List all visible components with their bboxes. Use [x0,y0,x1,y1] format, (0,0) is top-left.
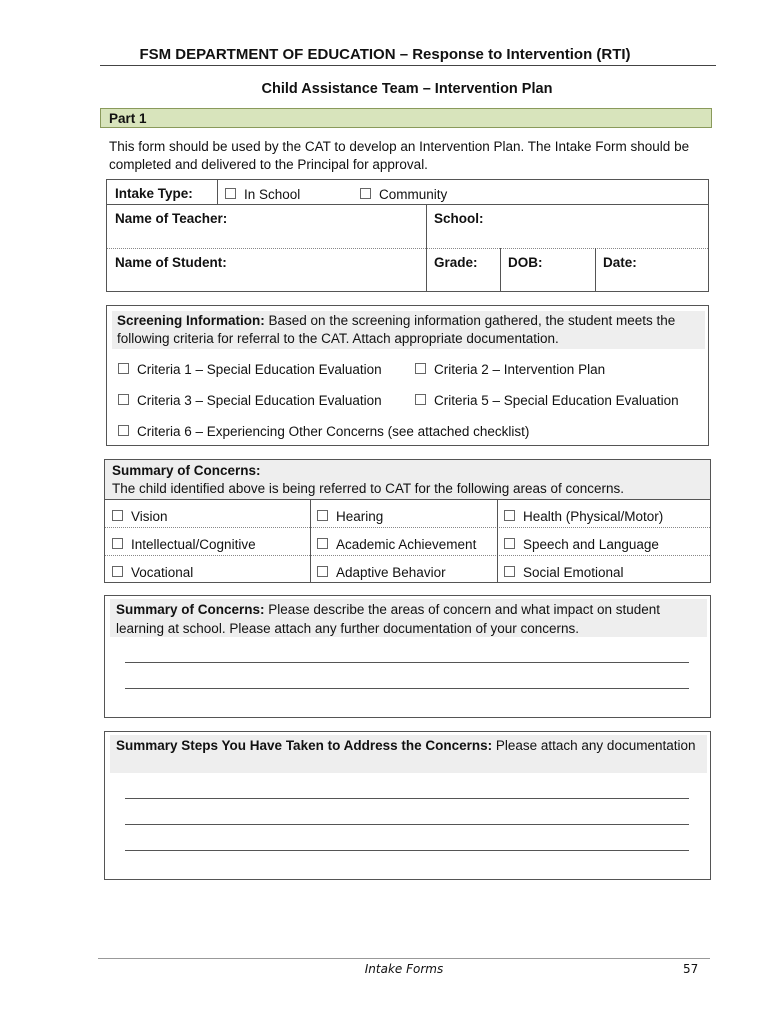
concerns-table [104,459,711,583]
footer-rule [98,958,710,959]
criteria-3-checkbox[interactable]: Criteria 3 – Special Education Evaluation [118,393,382,408]
teacher-name-label: Name of Teacher: [115,211,228,226]
checkbox-icon [504,566,515,577]
concern-adaptive[interactable]: Adaptive Behavior [317,565,446,580]
checkbox-icon [112,566,123,577]
concern-health[interactable]: Health (Physical/Motor) [504,509,663,524]
checkbox-icon [118,363,129,374]
concern-social[interactable]: Social Emotional [504,565,624,580]
intake-type-label: Intake Type: [115,186,193,201]
answer-line[interactable] [125,688,689,689]
answer-line[interactable] [125,798,689,799]
date-label: Date: [603,255,637,270]
checkbox-icon [112,538,123,549]
checkbox-icon [415,363,426,374]
criteria-1-checkbox[interactable]: Criteria 1 – Special Education Evaluation [118,362,382,377]
concern-hearing[interactable]: Hearing [317,509,383,524]
criteria-2-checkbox[interactable]: Criteria 2 – Intervention Plan [415,362,605,377]
checkbox-icon [317,566,328,577]
intake-option-community[interactable]: Community [360,187,447,202]
part-1-banner: Part 1 [100,108,712,128]
checkbox-icon [118,394,129,405]
checkbox-icon [504,510,515,521]
screening-description: Screening Information: Based on the screening information gathered, the student meets the following criteria for referral to the CAT. Attach appropriate documentation. [117,313,676,346]
concern-vocational[interactable]: Vocational [112,565,193,580]
concern-intellectual[interactable]: Intellectual/Cognitive [112,537,256,552]
checkbox-icon [317,510,328,521]
checkbox-icon [112,510,123,521]
concern-academic[interactable]: Academic Achievement [317,537,476,552]
school-label: School: [434,211,484,226]
grade-label: Grade: [434,255,478,270]
concerns-description-text: Summary of Concerns: Please describe the areas of concern and what impact on student learning at school. Please attach any further documentation of your concerns. [116,602,661,636]
concerns-description-section [104,595,711,718]
answer-line[interactable] [125,824,689,825]
checkbox-icon [317,538,328,549]
screening-section [106,305,709,446]
checkbox-icon [360,188,371,199]
steps-taken-text: Summary Steps You Have Taken to Address the Concerns: Please attach any documentation [116,738,696,753]
checkbox-icon [415,394,426,405]
concerns-table-heading: Summary of Concerns: [112,463,261,478]
form-subtitle: Child Assistance Team – Intervention Plan [261,81,553,97]
student-name-label: Name of Student: [115,255,227,270]
intro-text: This form should be used by the CAT to develop an Intervention Plan. The Intake Form should be completed and delivered to the Principal for approval. [109,139,690,172]
concern-vision[interactable]: Vision [112,509,168,524]
answer-line[interactable] [125,662,689,663]
concern-speech[interactable]: Speech and Language [504,537,659,552]
steps-taken-section [104,731,711,880]
concerns-table-subheading: The child identified above is being referred to CAT for the following areas of concerns. [112,481,625,496]
intake-info-table [106,179,709,292]
checkbox-icon [504,538,515,549]
criteria-6-checkbox[interactable]: Criteria 6 – Experiencing Other Concerns (see attached checklist) [118,424,529,439]
page-number: 57 [683,962,699,976]
document-title: FSM DEPARTMENT OF EDUCATION – Response to Intervention (RTI) [139,46,631,63]
dob-label: DOB: [508,255,543,270]
footer-label: Intake Forms [364,962,444,976]
checkbox-icon [118,425,129,436]
checkbox-icon [225,188,236,199]
criteria-5-checkbox[interactable]: Criteria 5 – Special Education Evaluation [415,393,679,408]
answer-line[interactable] [125,850,689,851]
header-rule [100,65,716,66]
intake-option-in-school[interactable]: In School [225,187,300,202]
